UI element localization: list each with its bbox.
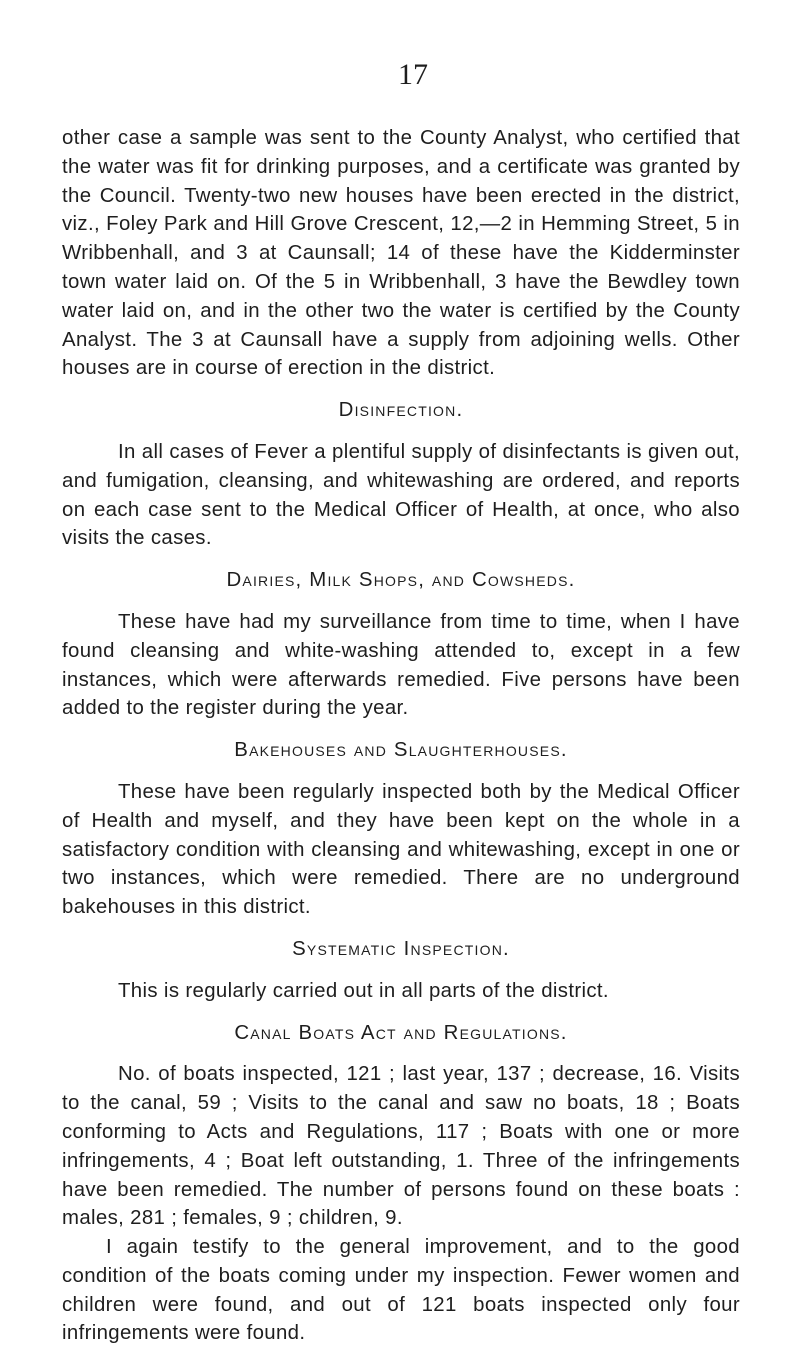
intro-paragraph: other case a sample was sent to the County Analyst, who certified that the water was fit for drinking purposes, and a certificate was granted by the Council. Twenty-two new houses have been erected in the district, viz., Foley Park and Hill Grove Crescent, 12,—2 in Hemming Street, 5 in Wribbenhall, and 3 at Caunsall; 14 of these have the Kidderminster town water laid on. Of the 5 in Wribbenhall, 3 have the Bewdley town water laid on, and in the other two the water is certified by the County Analyst. The 3 at Caunsall have a supply from adjoining wells. Other houses are in course of erection in the district. — [62, 127, 740, 380]
dairies-paragraph: These have had my surveillance from time to time, when I have found cleansing and white-washing attended to, except in a few instances, which were afterwards remedied. Five persons have been added to the register during the year. — [62, 610, 740, 720]
disinfection-heading: Disinfection. — [338, 399, 464, 422]
systematic-inspection-paragraph: This is regularly carried out in all parts of the district. — [118, 979, 609, 1002]
dairies-heading: Dairies, Milk Shops, and Cowsheds. — [226, 569, 576, 592]
page-number: 17 — [398, 58, 428, 91]
document-page — [62, 0, 740, 1348]
canal-boats-paragraph-1: No. of boats inspected, 121 ; last year, 137 ; decrease, 16. Visits to the canal, 59 ; Visits to the canal and saw no boats, 18 ; Boats conforming to Acts and Regulations, 117 ; Boats with one or more infringements, 4 ; Boat left outstanding, 1. Three of the infringements have been remedied. The number of persons found on these boats : males, 281 ; females, 9 ; children, 9. — [62, 1063, 740, 1230]
systematic-inspection-heading: Systematic Inspection. — [292, 937, 510, 960]
canal-boats-heading: Canal Boats Act and Regulations. — [234, 1021, 568, 1044]
disinfection-paragraph: In all cases of Fever a plentiful supply of disinfectants is given out, and fumigation, cleansing, and whitewashing are ordered, and reports on each case sent to the Medical Officer of Health, at once, who also visits the cases. — [62, 440, 740, 550]
bakehouses-paragraph: These have been regularly inspected both by the Medical Officer of Health and myself, and they have been kept on the whole in a satisfactory condition with cleansing and whitewashing, except in one or two instances, which were remedied. There are no underground bakehouses in this district. — [62, 780, 740, 919]
canal-boats-paragraph-2: I again testify to the general improvement, and to the good condition of the boats coming under my inspection. Fewer women and children were found, and out of 121 boats inspected only four infringements were found. — [62, 1236, 740, 1345]
bakehouses-heading: Bakehouses and Slaughterhouses. — [234, 739, 568, 762]
